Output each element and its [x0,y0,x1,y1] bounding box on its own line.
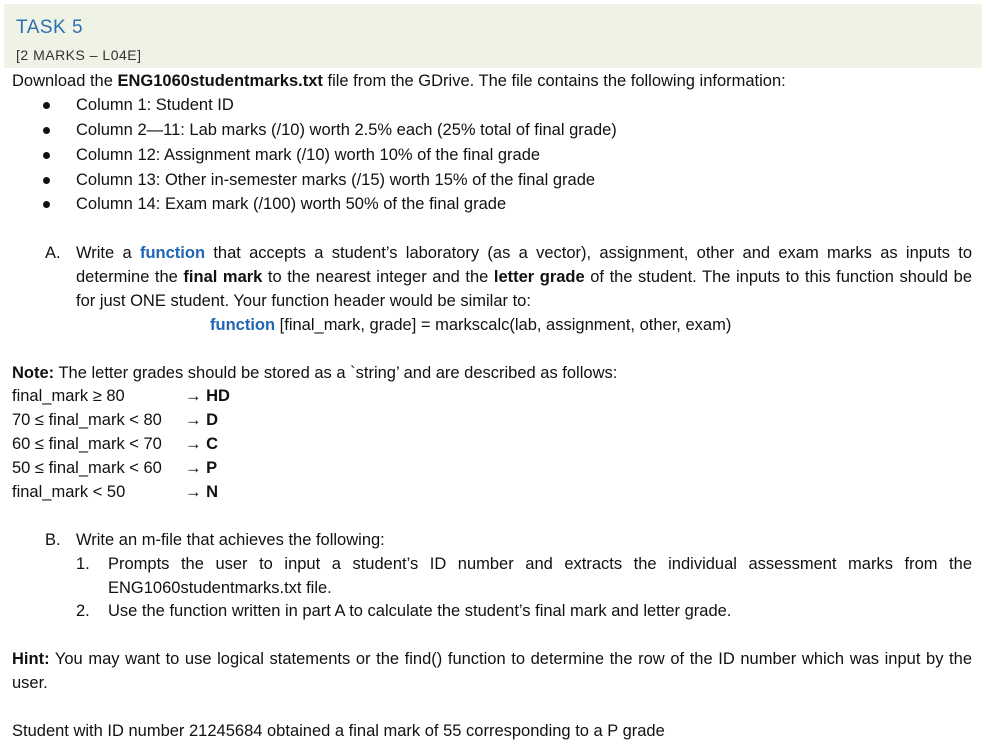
part-a-final-mark-keyword: final mark [183,268,263,286]
step-number: 1. [76,555,90,573]
part-a-text: Write a [76,244,140,262]
bullet-icon [43,152,50,159]
step-text: Use the function written in part A to calculate the student’s final mark and letter grade. [108,602,732,620]
function-header-code [210,313,731,337]
task-title: TASK 5 [16,17,84,38]
part-a-letter: A. [45,244,61,262]
hint-text: You may want to use logical statements or the find() function to determine the row of the ID number which was input by the user. [12,650,972,692]
task-header [4,4,982,68]
step-text: Prompts the user to input a student’s ID number and extracts the individual assessment marks from the ENG1060studentmarks.txt file. [108,555,972,597]
column-item: Column 2—11: Lab marks (/10) worth 2.5% each (25% total of final grade) [76,121,617,139]
grade-result [185,408,218,432]
grade-condition: final_mark < 50 [12,483,126,501]
code-signature: [final_mark, grade] = markscalc(lab, assignment, other, exam) [275,316,732,334]
part-a-text: that accepts a student’s laboratory (as a vector), assignment, other and exam marks as inputs to determine the [76,244,972,286]
note-label: Note: [12,364,55,382]
grade-letter: D [206,411,219,429]
intro-filename: ENG1060studentmarks.txt [117,72,323,90]
grade-letter: C [206,435,219,453]
grade-result [185,432,218,456]
grade-condition: 70 ≤ final_mark < 80 [12,411,162,429]
grade-result [185,456,217,480]
arrow-icon: → [185,459,202,477]
grade-letter: N [206,483,219,501]
part-b-letter: B. [45,531,61,549]
part-a-function-keyword: function [139,244,206,262]
grade-condition: 50 ≤ final_mark < 60 [12,459,162,477]
hint-label: Hint: [12,650,50,668]
note-text: The letter grades should be stored as a `string’ and are described as follows: [54,364,618,382]
column-item: Column 1: Student ID [76,96,234,114]
example-output: Student with ID number 21245684 obtained a final mark of 55 corresponding to a P grade [12,722,665,740]
arrow-icon: → [185,435,202,453]
bullet-icon [43,177,50,184]
intro-text-after: file from the GDrive. The file contains the following information: [322,72,786,90]
bullet-icon [43,102,50,109]
grade-condition: final_mark ≥ 80 [12,387,125,405]
grade-result [185,480,218,504]
arrow-icon: → [185,387,202,405]
part-a-text: to the nearest integer and the [262,268,494,286]
task-marks: [2 MARKS – L04E] [16,47,142,63]
intro-paragraph [12,69,786,93]
grade-letter: HD [206,387,230,405]
bullet-icon [43,127,50,134]
column-item: Column 13: Other in-semester marks (/15) worth 15% of the final grade [76,171,596,189]
grade-letter: P [206,459,218,477]
grade-condition: 60 ≤ final_mark < 70 [12,435,162,453]
bullet-icon [43,201,50,208]
part-b-intro: Write an m-file that achieves the following: [76,531,385,549]
step-number: 2. [76,602,90,620]
grade-result [185,384,230,408]
intro-text-before: Download the [12,72,118,90]
hint-paragraph [12,647,972,695]
part-a-letter-grade-keyword: letter grade [493,268,585,286]
arrow-icon: → [185,411,202,429]
part-a-text: of the student. The inputs to this function should be for just ONE student. Your function header would be similar to: [76,268,972,310]
part-a-paragraph [76,241,972,313]
column-item: Column 12: Assignment mark (/10) worth 10% of the final grade [76,146,541,164]
arrow-icon: → [185,483,202,501]
code-function-keyword: function [210,316,276,334]
note-paragraph [12,361,617,385]
column-item: Column 14: Exam mark (/100) worth 50% of the final grade [76,195,507,213]
